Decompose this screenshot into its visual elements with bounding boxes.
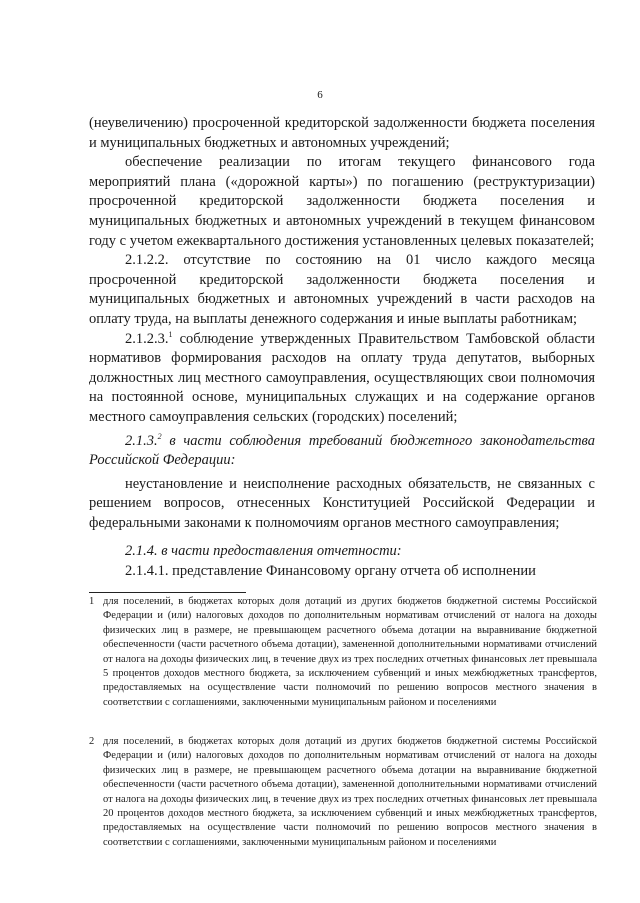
footnote-separator [89, 592, 246, 593]
footnote-1 [89, 595, 597, 710]
footnote-mark: 2 [89, 736, 95, 747]
footnote-text: для поселений, в бюджетах которых доля дотаций из других бюджетов бюджетной системы Российской Федерации и (или) налоговых доходов по дополнительным нормативам отчислений от налога на доходы физических лиц в размере, не превышающем расчетного объема дотации на выравнивание бюджетной обеспеченности (части расчетного объема дотации), замененной дополнительными нормативами отчислений от налога на доходы физических лиц, в течение двух из трех последних отчетных финансовых лет превышала 5 процентов доходов местного бюджета, за исключением субвенций и иных межбюджетных трансфертов, предоставляемых на осуществление части полномочий по решению вопросов местного значения в соответствии с соглашениями, заключенными муниципальным районом и поселениями [103, 596, 597, 708]
page-number: 6 [317, 89, 323, 101]
paragraph-4 [89, 330, 595, 428]
paragraph-5 [89, 432, 595, 471]
paragraph-1: (неувеличению) просроченной кредиторской задолженности бюджета поселения и муниципальных бюджетных и автономных учреждений; [89, 115, 595, 151]
document-body [89, 114, 595, 582]
footnote-2 [89, 735, 597, 850]
paragraph-3: 2.1.2.2. отсутствие по состоянию на 01 число каждого месяца просроченной кредиторской задолженности бюджета поселения и муниципальных бюджетных и автономных учреждений в части расходов на оплату труда, на выплаты денежного содержания и иные выплаты работникам; [89, 252, 595, 327]
clause-number: 2.1.2.3. [125, 330, 169, 347]
paragraph-2: обеспечение реализации по итогам текущего финансового года мероприятий плана («дорожной карты») по погашению (реструктуризации) просроченной кредиторской задолженности бюджета поселения и муниципальных бюджетных и автономных учреждений в текущем финансовом году с учетом ежеквартального достижения установленных целевых показателей; [89, 154, 595, 249]
clause-text: соблюдение утвержденных Правительством Тамбовской области нормативов формирования расходов на оплату труда депутатов, выборных должностных лиц местного самоуправления, осуществляющих свои полномочия на постоянной основе, муниципальных служащих и на содержание органов местного самоуправления сельских (городских) поселений; [89, 330, 595, 425]
paragraph-7: 2.1.4. в части предоставления отчетности: [125, 543, 402, 560]
paragraph-6: неустановление и неисполнение расходных обязательств, не связанных с решением вопросов, отнесенных Конституцией Российской Федерации и федеральными законами к полномочиям органов местного самоуправления; [89, 475, 595, 531]
footnote-text: для поселений, в бюджетах которых доля дотаций из других бюджетов бюджетной системы Российской Федерации и (или) налоговых доходов по дополнительным нормативам отчислений от налога на доходы физических лиц в размере, не превышающем расчетного объема дотации на выравнивание бюджетной обеспеченности (части расчетного объема дотации), замененной дополнительными нормативами отчислений от налога на доходы физических лиц, в течение двух из трех последних отчетных финансовых лет превышала 20 процентов доходов местного бюджета, за исключением субвенций и иных межбюджетных трансфертов, предоставляемых на осуществление части полномочий по решению вопросов местного значения в соответствии с соглашениями, заключенными муниципальным районом и поселениями [103, 736, 597, 848]
footnote-ref-2[interactable]: 2 [157, 431, 162, 441]
footnote-mark: 1 [89, 596, 95, 607]
paragraph-8: 2.1.4.1. представление Финансовому органу отчета об исполнении [125, 563, 536, 580]
footnote-ref-1[interactable]: 1 [168, 329, 173, 339]
clause-number: 2.1.3. [125, 432, 158, 449]
clause-text: в части соблюдения требований бюджетного законодательства Российской Федерации: [89, 432, 595, 469]
